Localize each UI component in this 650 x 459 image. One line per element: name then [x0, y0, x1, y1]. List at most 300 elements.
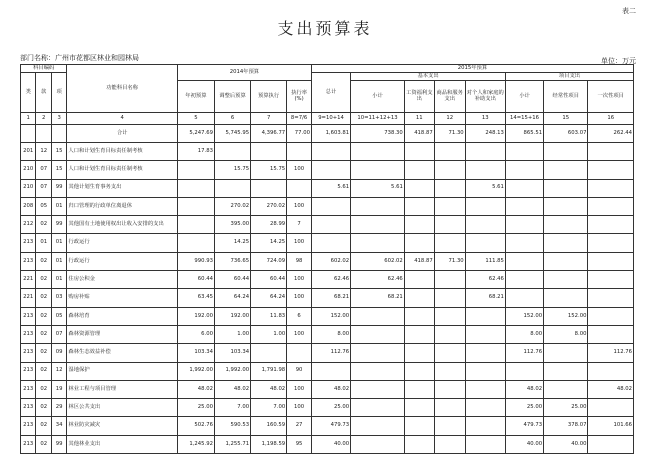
value-cell: [505, 271, 543, 289]
value-cell: [588, 179, 634, 197]
value-cell: [404, 234, 434, 252]
function-name-cell: 森林培育: [67, 307, 177, 325]
value-cell: [434, 289, 465, 307]
value-cell: 5.61: [311, 179, 350, 197]
table-row: [21, 179, 634, 197]
subject-lei-cell: 208: [21, 197, 36, 215]
value-cell: 71.30: [434, 252, 465, 270]
value-cell: 1,198.59: [251, 435, 287, 453]
value-cell: 192.00: [177, 307, 214, 325]
value-cell: [465, 161, 505, 179]
value-cell: 112.76: [311, 344, 350, 362]
value-cell: 6.00: [177, 325, 214, 343]
value-cell: 60.44: [214, 271, 250, 289]
value-cell: [404, 143, 434, 161]
value-cell: [404, 435, 434, 453]
subject-xiang-cell: 99: [51, 179, 66, 197]
value-cell: 7: [287, 216, 312, 234]
function-name-cell: 其他林业支出: [67, 435, 177, 453]
value-cell: 48.02: [214, 380, 250, 398]
value-cell: 15.75: [214, 161, 250, 179]
subject-xiang-cell: 05: [51, 307, 66, 325]
subject-xiang-cell: 07: [51, 325, 66, 343]
value-cell: 64.24: [251, 289, 287, 307]
value-cell: [351, 143, 405, 161]
total-value-cell: 865.51: [505, 125, 543, 143]
value-cell: [351, 417, 405, 435]
value-cell: [544, 289, 588, 307]
value-cell: 1.00: [251, 325, 287, 343]
value-cell: [287, 344, 312, 362]
value-cell: 724.09: [251, 252, 287, 270]
value-cell: [544, 344, 588, 362]
value-cell: 48.02: [505, 380, 543, 398]
recurring-project-header: 经常性项目: [544, 81, 588, 113]
value-cell: [404, 271, 434, 289]
subject-xiang-cell: 03: [51, 289, 66, 307]
value-cell: [505, 289, 543, 307]
value-cell: 95: [287, 435, 312, 453]
value-cell: [588, 216, 634, 234]
table-row: [21, 362, 634, 380]
total-header: 总计: [311, 73, 350, 113]
value-cell: 418.87: [404, 252, 434, 270]
value-cell: 7.00: [251, 399, 287, 417]
subject-xiang-cell: 15: [51, 161, 66, 179]
value-cell: 40.00: [544, 435, 588, 453]
value-cell: 100: [287, 399, 312, 417]
department-name: 部门名称：广州市花都区林业和园林局: [20, 54, 139, 62]
value-cell: [544, 234, 588, 252]
value-cell: [465, 417, 505, 435]
subject-kuan-cell: 12: [36, 143, 51, 161]
value-cell: [434, 307, 465, 325]
execution-rate-header: 执行率(%): [287, 81, 312, 113]
unit-label: 单位：万元: [601, 57, 636, 65]
subject-xiang-cell: 29: [51, 399, 66, 417]
value-cell: 103.34: [177, 344, 214, 362]
total-value-cell: 5,745.95: [214, 125, 250, 143]
value-cell: 6: [287, 307, 312, 325]
subject-lei-cell: 221: [21, 289, 36, 307]
value-cell: 15.75: [251, 161, 287, 179]
function-name-cell: 森林资源管理: [67, 325, 177, 343]
subject-xiang-cell: 99: [51, 216, 66, 234]
value-cell: [465, 307, 505, 325]
value-cell: [544, 362, 588, 380]
value-cell: [588, 252, 634, 270]
value-cell: 112.76: [588, 344, 634, 362]
subject-xiang-cell: 15: [51, 143, 66, 161]
value-cell: 48.02: [311, 380, 350, 398]
value-cell: [544, 161, 588, 179]
column-index-row: [21, 113, 634, 125]
subject-kuan-cell: 02: [36, 216, 51, 234]
value-cell: [404, 380, 434, 398]
value-cell: [177, 161, 214, 179]
value-cell: [434, 399, 465, 417]
value-cell: 602.02: [311, 252, 350, 270]
value-cell: [287, 179, 312, 197]
value-cell: [351, 399, 405, 417]
value-cell: 1,992.00: [214, 362, 250, 380]
value-cell: [505, 234, 543, 252]
subject-lei-cell: 213: [21, 362, 36, 380]
value-cell: [434, 143, 465, 161]
total-value-cell: 5,247.69: [177, 125, 214, 143]
value-cell: [588, 143, 634, 161]
column-index-cell: 6: [214, 113, 250, 125]
value-cell: [404, 417, 434, 435]
function-name-cell: 归口管理的行政单位离退休: [67, 197, 177, 215]
value-cell: [404, 179, 434, 197]
value-cell: [311, 216, 350, 234]
value-cell: [588, 161, 634, 179]
table-body: [21, 125, 634, 454]
subject-lei-cell: 213: [21, 325, 36, 343]
value-cell: [351, 344, 405, 362]
subject-lei-cell: 213: [21, 307, 36, 325]
value-cell: 25.00: [544, 399, 588, 417]
value-cell: 11.83: [251, 307, 287, 325]
subject-lei-cell: 213: [21, 399, 36, 417]
subject-lei-cell: 213: [21, 435, 36, 453]
value-cell: 48.02: [588, 380, 634, 398]
value-cell: 602.02: [351, 252, 405, 270]
value-cell: 14.25: [214, 234, 250, 252]
value-cell: 25.00: [311, 399, 350, 417]
value-cell: [588, 362, 634, 380]
value-cell: 100: [287, 289, 312, 307]
subject-kuan-cell: 02: [36, 344, 51, 362]
value-cell: [404, 325, 434, 343]
value-cell: [465, 344, 505, 362]
value-cell: 25.00: [177, 399, 214, 417]
value-cell: [434, 216, 465, 234]
pre-execution-header: 预算执行: [251, 81, 287, 113]
value-cell: [434, 435, 465, 453]
value-cell: [505, 179, 543, 197]
value-cell: [588, 289, 634, 307]
value-cell: 100: [287, 234, 312, 252]
value-cell: 1.00: [214, 325, 250, 343]
value-cell: [177, 179, 214, 197]
subject-lei-cell: 213: [21, 234, 36, 252]
subject-xiang-cell: 01: [51, 197, 66, 215]
value-cell: [505, 197, 543, 215]
goods-services-header: 商品和服务支出: [434, 81, 465, 113]
value-cell: 64.24: [214, 289, 250, 307]
value-cell: [588, 435, 634, 453]
value-cell: 1,245.92: [177, 435, 214, 453]
total-value-cell: 262.44: [588, 125, 634, 143]
function-name-cell: 人口和计划生育目标责任制考核: [67, 161, 177, 179]
table-row: [21, 234, 634, 252]
column-index-cell: 12: [434, 113, 465, 125]
table-row: [21, 143, 634, 161]
subject-kuan-cell: 02: [36, 307, 51, 325]
value-cell: 160.59: [251, 417, 287, 435]
value-cell: 8.00: [544, 325, 588, 343]
xiang-header: 项: [51, 73, 66, 113]
value-cell: 8.00: [311, 325, 350, 343]
function-name-cell: 其他国有土地使用权出让收入安排的支出: [67, 216, 177, 234]
subject-kuan-cell: 02: [36, 362, 51, 380]
subject-xiang-cell: 34: [51, 417, 66, 435]
value-cell: [465, 435, 505, 453]
lei-header: 类: [21, 73, 36, 113]
value-cell: [214, 143, 250, 161]
function-name-header: 功能科目名称: [67, 65, 177, 113]
value-cell: 7.00: [214, 399, 250, 417]
value-cell: 17.83: [177, 143, 214, 161]
value-cell: [311, 234, 350, 252]
table-row: [21, 307, 634, 325]
total-value-cell: 4,396.77: [251, 125, 287, 143]
value-cell: 100: [287, 271, 312, 289]
value-cell: 270.02: [251, 197, 287, 215]
value-cell: 14.25: [251, 234, 287, 252]
value-cell: [465, 399, 505, 417]
value-cell: 100: [287, 380, 312, 398]
value-cell: [544, 197, 588, 215]
value-cell: 270.02: [214, 197, 250, 215]
value-cell: [434, 380, 465, 398]
subject-kuan-cell: 02: [36, 380, 51, 398]
value-cell: 152.00: [311, 307, 350, 325]
value-cell: 48.02: [251, 380, 287, 398]
value-cell: 736.65: [214, 252, 250, 270]
column-index-cell: 1: [21, 113, 36, 125]
subject-kuan-cell: 02: [36, 271, 51, 289]
value-cell: [251, 143, 287, 161]
value-cell: [434, 325, 465, 343]
value-cell: [404, 161, 434, 179]
table-header: [21, 65, 634, 125]
table-row: [21, 380, 634, 398]
table-row: [21, 271, 634, 289]
value-cell: [251, 179, 287, 197]
value-cell: 152.00: [505, 307, 543, 325]
column-index-cell: 13: [465, 113, 505, 125]
value-cell: 90: [287, 362, 312, 380]
value-cell: 111.85: [465, 252, 505, 270]
value-cell: [404, 216, 434, 234]
total-value-cell: 1,603.81: [311, 125, 350, 143]
table-row: [21, 161, 634, 179]
value-cell: [434, 417, 465, 435]
value-cell: [544, 252, 588, 270]
value-cell: 62.46: [351, 271, 405, 289]
value-cell: [434, 234, 465, 252]
value-cell: [434, 344, 465, 362]
function-name-cell: 行政运行: [67, 252, 177, 270]
total-label: 合计: [67, 125, 177, 143]
value-cell: [434, 197, 465, 215]
value-cell: [588, 307, 634, 325]
value-cell: 62.46: [311, 271, 350, 289]
subject-xiang-cell: 19: [51, 380, 66, 398]
project-expense-header: 项目支出: [505, 73, 633, 81]
value-cell: 8.00: [505, 325, 543, 343]
value-cell: 68.21: [465, 289, 505, 307]
value-cell: [311, 362, 350, 380]
column-index-cell: 11: [404, 113, 434, 125]
value-cell: 378.07: [544, 417, 588, 435]
value-cell: 60.44: [251, 271, 287, 289]
value-cell: 502.76: [177, 417, 214, 435]
value-cell: 68.21: [311, 289, 350, 307]
subject-kuan-cell: 02: [36, 325, 51, 343]
value-cell: [505, 252, 543, 270]
value-cell: 152.00: [544, 307, 588, 325]
value-cell: [351, 161, 405, 179]
value-cell: [434, 179, 465, 197]
subject-kuan-cell: 07: [36, 161, 51, 179]
value-cell: [351, 197, 405, 215]
subject-lei-cell: 210: [21, 179, 36, 197]
table-row: [21, 216, 634, 234]
value-cell: [434, 271, 465, 289]
value-cell: [404, 399, 434, 417]
table-row: [21, 435, 634, 453]
value-cell: 40.00: [311, 435, 350, 453]
value-cell: 98: [287, 252, 312, 270]
total-value-cell: 77.00: [287, 125, 312, 143]
value-cell: 40.00: [505, 435, 543, 453]
value-cell: [214, 179, 250, 197]
column-index-cell: 9=10+14: [311, 113, 350, 125]
function-name-cell: 其他计划生育事务支出: [67, 179, 177, 197]
function-name-cell: 林区公共支出: [67, 399, 177, 417]
value-cell: [404, 344, 434, 362]
value-cell: [311, 197, 350, 215]
value-cell: 479.73: [311, 417, 350, 435]
subject-kuan-cell: 02: [36, 399, 51, 417]
value-cell: [351, 234, 405, 252]
table-row: [21, 399, 634, 417]
subject-lei-cell: 221: [21, 271, 36, 289]
value-cell: [505, 216, 543, 234]
value-cell: [588, 399, 634, 417]
subject-xiang-cell: 01: [51, 252, 66, 270]
value-cell: [465, 362, 505, 380]
function-name-cell: 住房公积金: [67, 271, 177, 289]
value-cell: [404, 197, 434, 215]
subject-lei-cell: 201: [21, 143, 36, 161]
function-name-cell: 林业工程与项目管理: [67, 380, 177, 398]
total-value-cell: 248.13: [465, 125, 505, 143]
subject-lei-cell: 213: [21, 252, 36, 270]
total-row: [21, 125, 634, 143]
value-cell: [465, 197, 505, 215]
value-cell: [588, 234, 634, 252]
value-cell: 48.02: [177, 380, 214, 398]
value-cell: 60.44: [177, 271, 214, 289]
value-cell: [544, 271, 588, 289]
subject-kuan-cell: 02: [36, 417, 51, 435]
value-cell: 28.99: [251, 216, 287, 234]
total-value-cell: 738.30: [351, 125, 405, 143]
column-index-cell: 10=11+12+13: [351, 113, 405, 125]
function-name-cell: 人口和计划生育目标责任制考核: [67, 143, 177, 161]
table-row: [21, 417, 634, 435]
subject-xiang-cell: 99: [51, 435, 66, 453]
subject-lei-cell: 212: [21, 216, 36, 234]
value-cell: 68.21: [351, 289, 405, 307]
value-cell: [588, 271, 634, 289]
function-name-cell: 行政运行: [67, 234, 177, 252]
subject-kuan-cell: 02: [36, 435, 51, 453]
value-cell: [434, 362, 465, 380]
budget-2015-header: 2015年预算: [311, 65, 633, 73]
subject-xiang-cell: 01: [51, 234, 66, 252]
table-row: [21, 325, 634, 343]
expenditure-budget-table: [20, 64, 634, 454]
one-time-project-header: 一次性项目: [588, 81, 634, 113]
value-cell: [404, 362, 434, 380]
subject-code-header: 科目编码: [21, 65, 67, 73]
value-cell: 5.61: [465, 179, 505, 197]
value-cell: 100: [287, 325, 312, 343]
column-index-cell: 15: [544, 113, 588, 125]
column-index-cell: 16: [588, 113, 634, 125]
personal-family-header: 对个人和家庭的补助支出: [465, 81, 505, 113]
budget-2014-header: 2014年预算: [177, 65, 311, 81]
value-cell: [544, 179, 588, 197]
subject-lei-cell: 213: [21, 344, 36, 362]
value-cell: [404, 307, 434, 325]
value-cell: 395.00: [214, 216, 250, 234]
subject-kuan-cell: 07: [36, 179, 51, 197]
value-cell: 62.46: [465, 271, 505, 289]
total-value-cell: 603.07: [544, 125, 588, 143]
value-cell: 590.53: [214, 417, 250, 435]
value-cell: 101.66: [588, 417, 634, 435]
value-cell: 990.93: [177, 252, 214, 270]
value-cell: [505, 143, 543, 161]
value-cell: 25.00: [505, 399, 543, 417]
column-index-cell: 4: [67, 113, 177, 125]
value-cell: [588, 197, 634, 215]
value-cell: [351, 380, 405, 398]
value-cell: [311, 143, 350, 161]
value-cell: [351, 216, 405, 234]
function-name-cell: 购房补贴: [67, 289, 177, 307]
value-cell: [311, 161, 350, 179]
value-cell: 1,255.71: [214, 435, 250, 453]
value-cell: [434, 161, 465, 179]
value-cell: 27: [287, 417, 312, 435]
value-cell: 112.76: [505, 344, 543, 362]
subject-xiang-cell: 09: [51, 344, 66, 362]
subject-lei-cell: 210: [21, 161, 36, 179]
subject-xiang-cell: 01: [51, 271, 66, 289]
value-cell: 192.00: [214, 307, 250, 325]
column-index-cell: 5: [177, 113, 214, 125]
value-cell: [465, 216, 505, 234]
table-number-label: 表二: [622, 7, 636, 15]
value-cell: [465, 143, 505, 161]
basic-subtotal-header: 小计: [351, 81, 405, 113]
value-cell: [465, 234, 505, 252]
value-cell: [351, 325, 405, 343]
subject-kuan-cell: 02: [36, 252, 51, 270]
value-cell: [404, 289, 434, 307]
value-cell: 479.73: [505, 417, 543, 435]
value-cell: [351, 435, 405, 453]
project-subtotal-header: 小计: [505, 81, 543, 113]
